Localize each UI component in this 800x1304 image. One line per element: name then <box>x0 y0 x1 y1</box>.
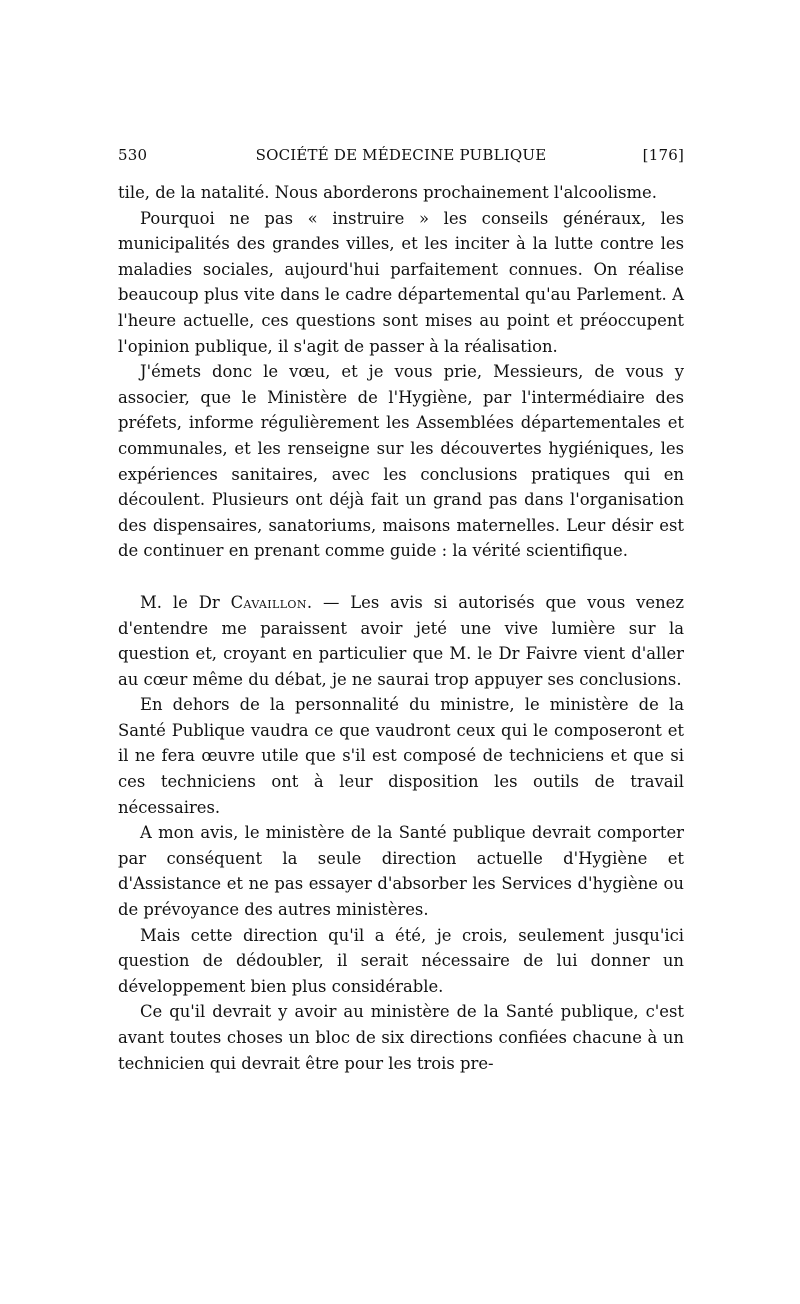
paragraph-6: A mon avis, le ministère de la Santé publique devrait comporter par conséquent la seule direction actuelle d'Hygiène et d'Assistance et ne pas essayer d'absorber les Services d'hygiène ou de prévoyance des autres ministères. <box>118 823 684 920</box>
speaker-prefix: M. le Dr <box>140 592 231 612</box>
text-body <box>118 180 684 1076</box>
running-header <box>118 146 684 168</box>
speaker-paragraph <box>118 590 684 692</box>
paragraph-2: Pourquoi ne pas « instruire » les conseils généraux, les municipalités des grandes villes, et les inciter à la lutte contre les maladies sociales, aujourd'hui parfaitement connues. On réalise beaucoup plus vite dans le cadre départemental qu'au Parlement. A l'heure actuelle, ces questions sont mises au point et préoccupent l'opinion publique, il s'agit de passer à la réalisation. <box>118 208 684 356</box>
speaker-text: . — Les avis si autorisés que vous venez d'entendre me paraissent avoir jeté une vive lumière sur la question et, croyant en particulier que M. le Dr Faivre vient d'aller au cœur même du débat, je ne saurai trop appuyer ses conclusions. <box>118 592 685 689</box>
speaker-name: Cavaillon <box>230 592 307 612</box>
paragraph-5: En dehors de la personnalité du ministre, le ministère de la Santé Publique vaudra ce que vaudront ceux qui le composeront et il ne fera œuvre utile que s'il est composé de techniciens et que si ces techniciens ont à leur disposition les outils de travail nécessaires. <box>118 695 684 817</box>
running-title: SOCIÉTÉ DE MÉDECINE PUBLIQUE <box>255 146 547 164</box>
bracket-page-number: [176] <box>642 146 684 164</box>
paragraph-3: J'émets donc le vœu, et je vous prie, Messieurs, de vous y associer, que le Ministère de l'Hygiène, par l'intermédiaire des préfets, informe régulièrement les Assemblées départementales et communales, et les renseigne sur les découvertes hygiéniques, les expériences sanitaires, avec les conclusions pratiques qui en découlent. Plusieurs ont déjà fait un grand pas dans l'organisation des dispensaires, sanatoriums, maisons maternelles. Leur désir est de continuer en prenant comme guide : la vérité scientifique. <box>118 362 684 561</box>
page-number: 530 <box>118 146 148 164</box>
paragraph-1: tile, de la natalité. Nous aborderons prochainement l'alcoolisme. <box>118 183 657 202</box>
paragraph-7: Mais cette direction qu'il a été, je crois, seulement jusqu'ici question de dédoubler, il serait nécessaire de lui donner un développement bien plus considérable. <box>118 925 684 996</box>
paragraph-8: Ce qu'il devrait y avoir au ministère de la Santé publique, c'est avant toutes choses un bloc de six directions confiées chacune à un technicien qui devrait être pour les trois pre- <box>118 1002 684 1073</box>
